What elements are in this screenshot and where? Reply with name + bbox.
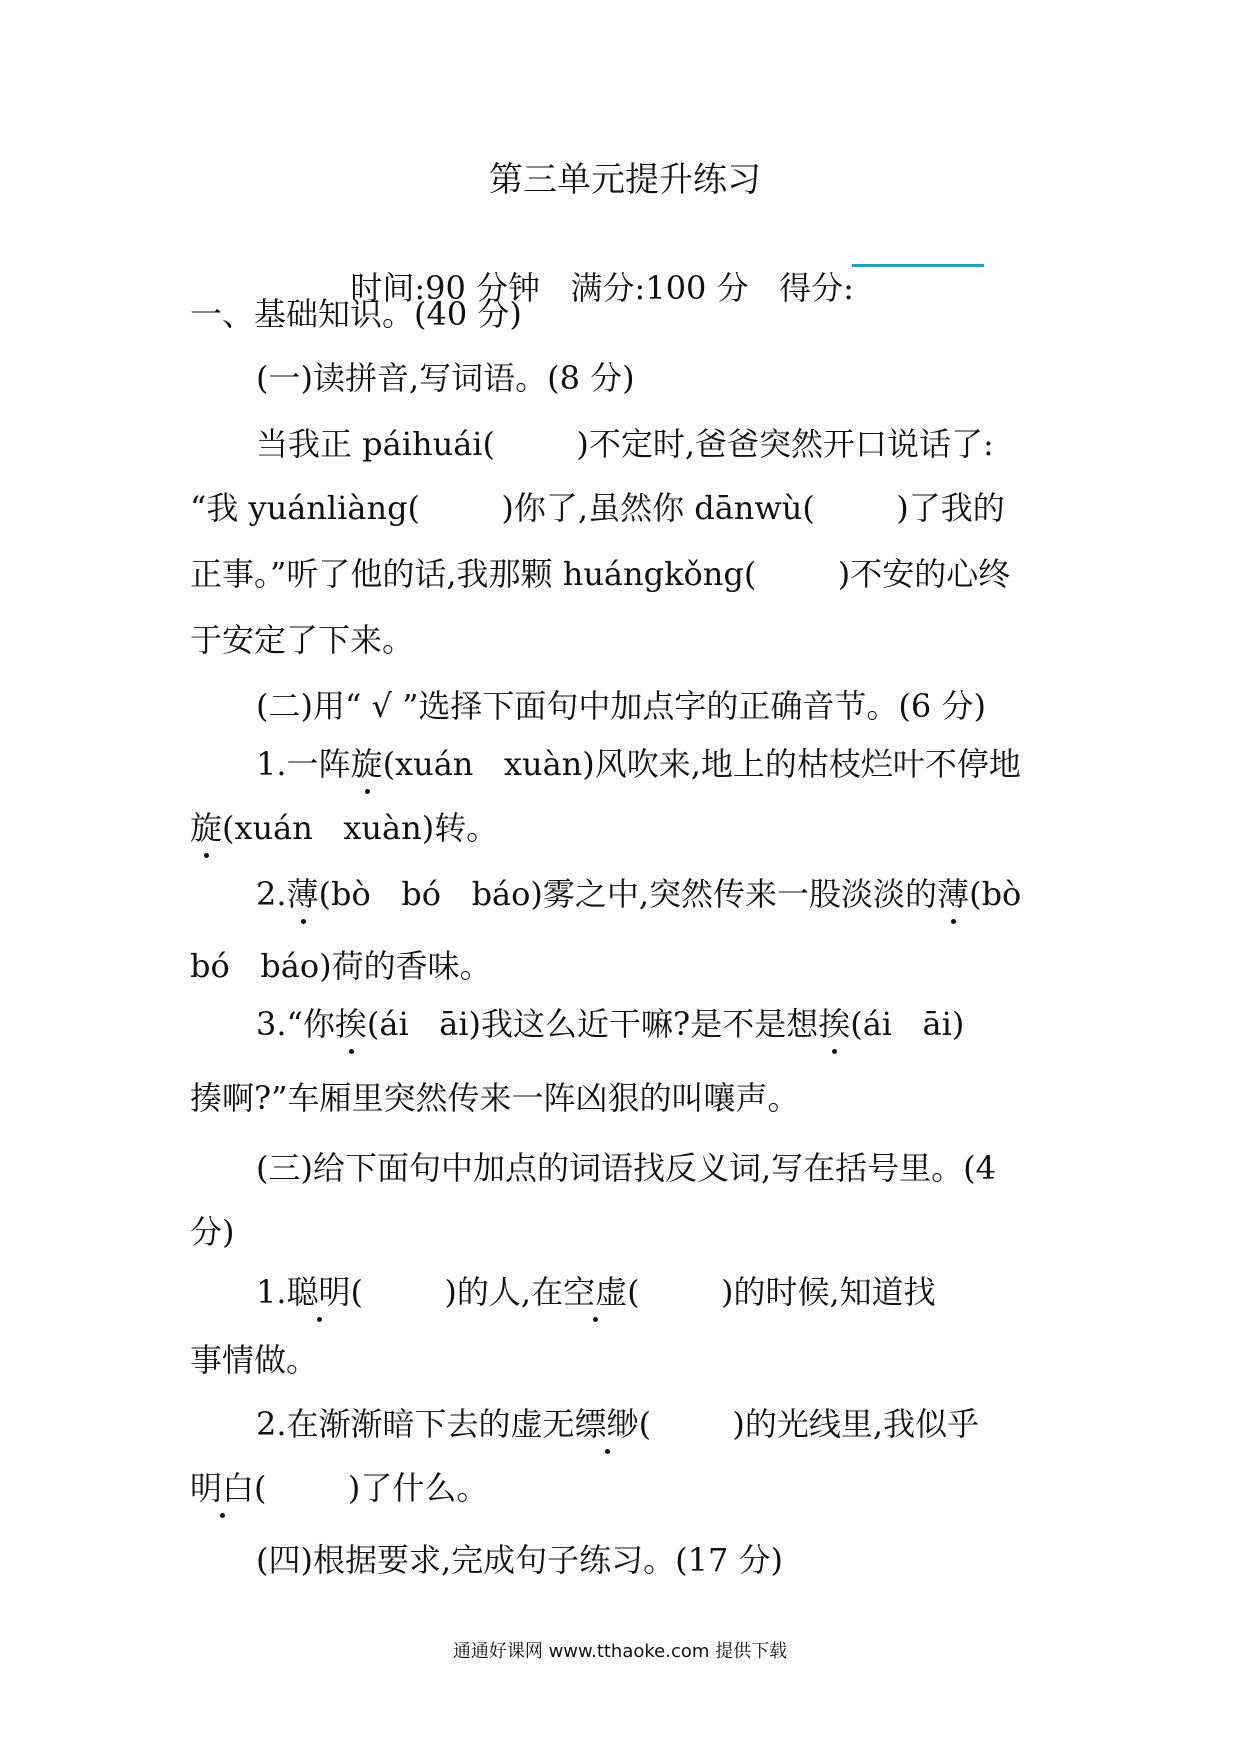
dotted-char: 旋 [190, 809, 223, 847]
part-4-heading: (四)根据要求,完成句子练习。(17 分) [256, 1541, 784, 1579]
page-title: 第三单元提升练习 [489, 160, 761, 200]
q-text: 1. [256, 1273, 287, 1311]
q-text: (xuán xuàn)转。 [222, 809, 499, 847]
part-2-q1-line-2 [190, 808, 498, 848]
part-2-q2-line-2: bó báo)荷的香味。 [190, 947, 492, 985]
q-text: (ái āi)我这么近干嘛?是不是想 [366, 1005, 819, 1043]
part-1-line-4: 于安定了下来。 [190, 621, 415, 659]
score-blank[interactable] [852, 264, 984, 267]
q-text: (bò bó báo)雾之中,突然传来一股淡淡的 [318, 875, 938, 913]
dotted-word: 聪明 [286, 1273, 351, 1311]
part-3-q1-line-2: 事情做。 [190, 1341, 319, 1379]
dotted-char: 薄 [286, 875, 319, 913]
part-2-heading: (二)用“ √ ”选择下面句中加点字的正确音节。(6 分) [256, 687, 986, 725]
q-text: (bò [969, 875, 1022, 913]
part-1-line-2: “我 yuánliàng( )你了,虽然你 dānwù( )了我的 [190, 489, 1005, 527]
part-3-heading-line-1: (三)给下面句中加点的词语找反义词,写在括号里。(4 [256, 1149, 996, 1187]
q-text: ( )了什么。 [254, 1469, 489, 1507]
q-text: (xuán xuàn)风吹来,地上的枯枝烂叶不停地 [382, 745, 1021, 783]
q-text: (ái āi) [850, 1005, 965, 1043]
q-text: 1.一阵 [256, 745, 351, 783]
footer-source: 通通好课网 www.tthaoke.com 提供下载 [452, 1641, 788, 1662]
q-text: ( )的光线里,我似乎 [638, 1405, 980, 1443]
time-label: 时间:90 分钟 [350, 269, 541, 307]
dotted-word: 缥缈 [574, 1405, 639, 1443]
part-2-q3-line-2: 揍啊?”车厢里突然传来一阵凶狠的叫嚷声。 [190, 1079, 800, 1117]
part-1-line-3: 正事。”听了他的话,我那颗 huángkǒng( )不安的心终 [190, 555, 1011, 593]
dotted-word: 明白 [190, 1469, 255, 1507]
part-3-heading-line-2: 分) [190, 1213, 235, 1251]
q-text: ( )的人,在 [350, 1273, 564, 1311]
part-1-line-1: 当我正 páihuái( )不定时,爸爸突然开口说话了: [256, 425, 994, 463]
part-1-heading: (一)读拼音,写词语。(8 分) [256, 359, 635, 397]
part-2-q1-line-1 [256, 744, 1021, 784]
q-text: ( )的时候,知道找 [627, 1273, 936, 1311]
q-text: 2.在渐渐暗下去的虚无 [256, 1405, 575, 1443]
dotted-char: 薄 [937, 875, 970, 913]
q-text: 3.“你 [256, 1005, 335, 1043]
score-label: 得分: [779, 269, 854, 307]
full-score-label: 满分:100 分 [570, 269, 749, 307]
part-3-q2-line-1 [256, 1404, 979, 1444]
q-text: 2. [256, 875, 287, 913]
dotted-word: 空虚 [563, 1273, 628, 1311]
part-2-q3-line-1 [256, 1004, 964, 1044]
dotted-char: 挨 [334, 1005, 367, 1043]
part-3-q2-line-2 [190, 1468, 488, 1508]
dotted-char: 挨 [818, 1005, 851, 1043]
section-1-heading: 一、基础知识。(40 分) [190, 295, 522, 333]
part-2-q2-line-1 [256, 874, 1021, 914]
dotted-char: 旋 [350, 745, 383, 783]
part-3-q1-line-1 [256, 1272, 936, 1312]
